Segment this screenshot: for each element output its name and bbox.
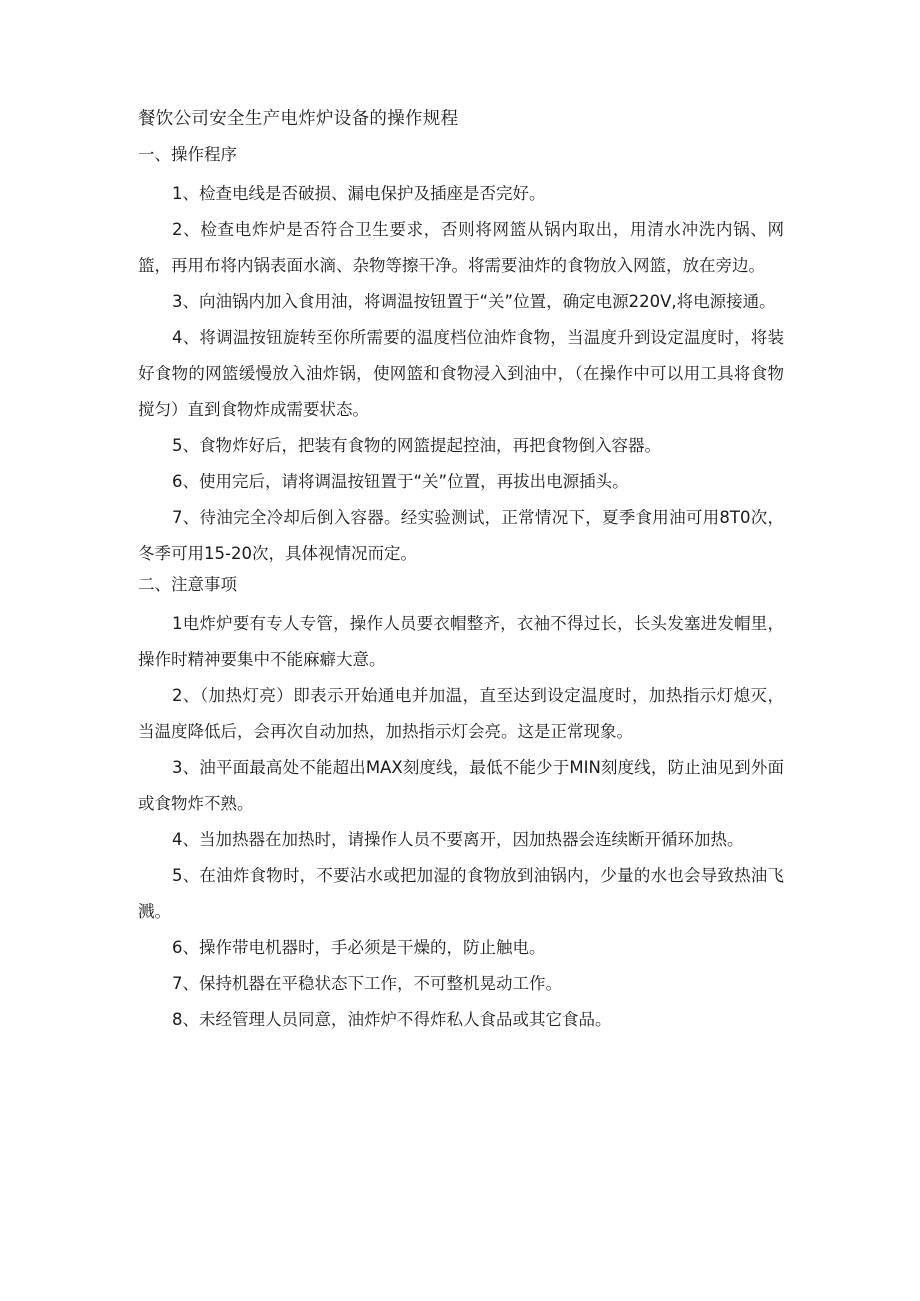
procedure-item-5: 5、食物炸好后，把装有食物的网篮提起控油，再把食物倒入容器。: [172, 436, 661, 455]
procedure-item-6: 6、使用完后，请将调温按钮置于“关”位置，再拔出电源插头。: [172, 472, 629, 491]
procedure-item-4: 4、将调温按钮旋转至你所需要的温度档位油炸食物，当温度升到设定温度时，将装好食物的网篮缓慢放入油炸锅，使网篮和食物浸入到油中，（在操作中可以用工具将食物搅匀）直到食物炸成需要状态。: [138, 328, 784, 419]
procedure-item-3: 3、向油锅内加入食用油，将调温按钮置于“关”位置，确定电源220V,将电源接通。: [172, 292, 776, 311]
precaution-item-5: 5、在油炸食物时，不要沾水或把加湿的食物放到油锅内，少量的水也会导致热油飞溅。: [138, 866, 784, 921]
section-precautions: [138, 572, 784, 1038]
procedure-item-1: 1、检查电线是否破损、漏电保护及插座是否完好。: [172, 184, 546, 203]
precaution-item-1: 1电炸炉要有专人专管，操作人员要衣帽整齐，衣袖不得过长，长头发塞进发帽里，操作时精神要集中不能麻癖大意。: [138, 614, 784, 669]
precaution-item-8: 8、未经管理人员同意，油炸炉不得炸私人食品或其它食品。: [172, 1010, 612, 1029]
document-title: 餐饮公司安全生产电炸炉设备的操作规程: [138, 109, 459, 129]
precaution-item-7: 7、保持机器在平稳状态下工作，不可整机晃动工作。: [172, 974, 562, 993]
precaution-item-4: 4、当加热器在加热时，请操作人员不要离开，因加热器会连续断开循环加热。: [172, 830, 744, 849]
section-heading: 二、注意事项: [138, 575, 237, 594]
precaution-item-2: 2、（加热灯亮）即表示开始通电并加温，直至达到设定温度时，加热指示灯熄灭，当温度降低后，会再次自动加热，加热指示灯会亮。这是正常现象。: [138, 686, 784, 741]
procedure-item-2: 2、检查电炸炉是否符合卫生要求，否则将网篮从锅内取出，用清水冲洗内锅、网篮，再用布将内锅表面水滴、杂物等擦干净。将需要油炸的食物放入网篮，放在旁边。: [138, 220, 784, 275]
section-heading: 一、操作程序: [138, 145, 237, 164]
precaution-item-6: 6、操作带电机器时，手必须是干燥的，防止触电。: [172, 938, 546, 957]
document-page: [138, 106, 784, 1038]
procedure-item-7: 7、待油完全冷却后倒入容器。经实验测试，正常情况下，夏季食用油可用8T0次，冬季可用15-20次，具体视情况而定。: [138, 508, 784, 563]
section-operation-procedure: [138, 142, 784, 572]
precaution-item-3: 3、油平面最高处不能超出MAX刻度线，最低不能少于MIN刻度线，防止油见到外面或食物炸不熟。: [138, 758, 784, 813]
